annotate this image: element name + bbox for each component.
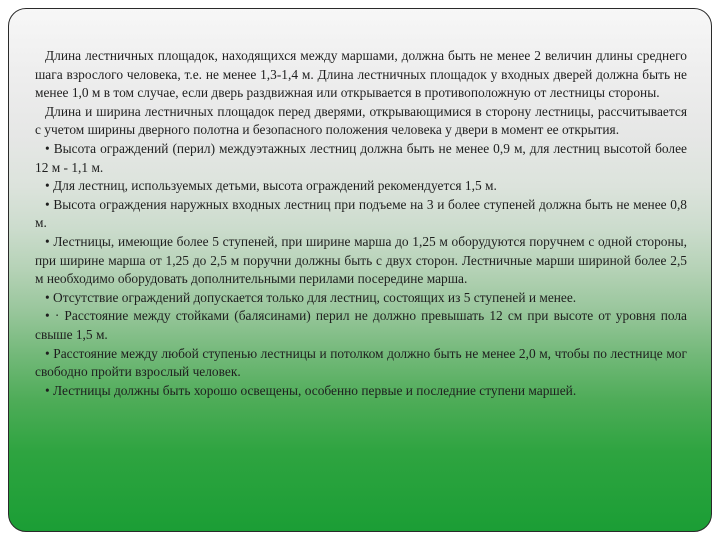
bullet-lighting: • Лестницы должны быть хорошо освещены, особенно первые и последние ступени маршей. — [45, 382, 577, 398]
bullet-baluster-spacing: • · Расстояние между стойками (балясинами) перил не должно превышать 12 см при высоте от уровня пола свыше 1,5 м. — [35, 308, 687, 342]
bullet-ceiling-clearance: • Расстояние между любой ступенью лестницы и потолком должно быть не менее 2,0 м, чтобы по лестнице мог свободно пройти взрослый человек. — [35, 345, 687, 380]
slide-frame — [8, 8, 712, 532]
bullet-outdoor-railing: • Высота ограждения наружных входных лестниц при подъеме на 3 и более ступеней должна быть не менее 0,8 м. — [35, 196, 687, 231]
bullet-no-railing: • Отсутствие ограждений допускается только для лестниц, состоящих из 5 ступеней и менее. — [45, 289, 577, 305]
paragraph-landing-before-doors: Длина и ширина лестничных площадок перед дверями, открывающимися в сторону лестницы, рассчитывается с учетом ширины дверного полотна и безопасного положения человека у двери в момент ее открытия. — [35, 103, 687, 138]
bullet-handrails: • Лестницы, имеющие более 5 ступеней, при ширине марша до 1,25 м оборудуются поручнем с одной стороны, при ширине марша от 1,25 до 2,5 м поручни должны быть с двух сторон. Лестничные марши шириной более 2,5 м необходимо оборудовать дополнительными перилами посередине марша. — [35, 233, 687, 287]
bullet-railing-height: • Высота ограждений (перил) междуэтажных лестниц должна быть не менее 0,9 м, для лестниц высотой более 12 м - 1,1 м. — [35, 140, 687, 175]
slide-text-body — [35, 47, 687, 400]
bullet-children-railing: • Для лестниц, используемых детьми, высота ограждений рекомендуется 1,5 м. — [45, 178, 497, 194]
paragraph-landing-length: Длина лестничных площадок, находящихся между маршами, должна быть не менее 2 величин длины среднего шага взрослого человека, т.е. не менее 1,3-1,4 м. Длина лестничных площадок у входных дверей должна быть не менее 1,0 м в том случае, если дверь раздвижная или открывается в противоположную от лестницы стороны. — [35, 48, 687, 101]
